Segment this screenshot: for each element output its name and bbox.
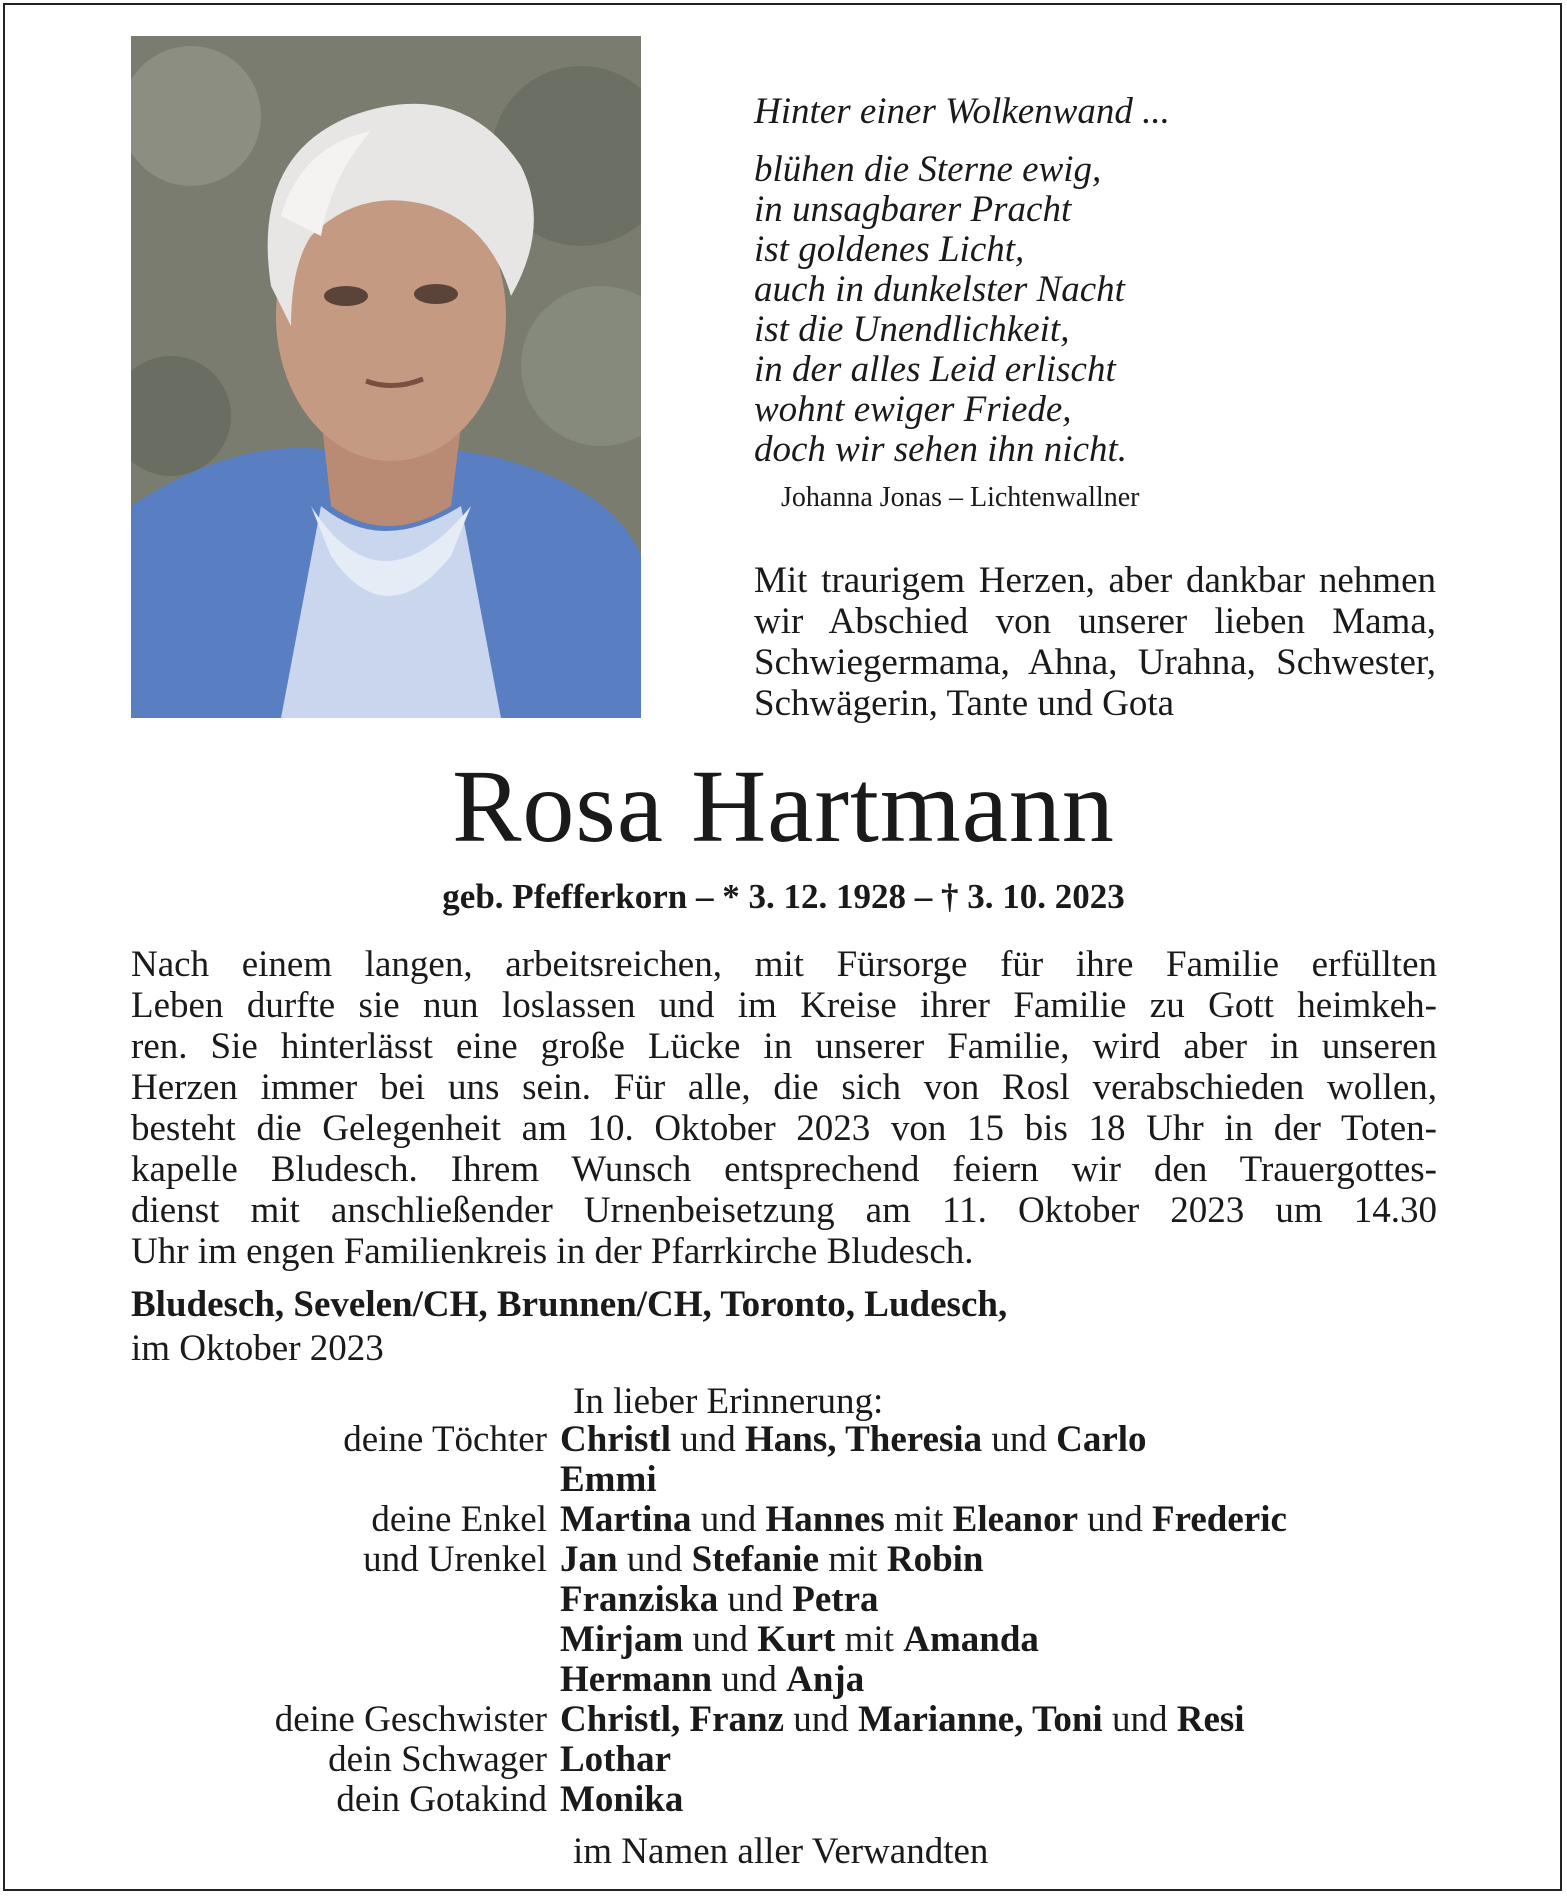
deceased-name: Rosa Hartmann xyxy=(452,749,1115,864)
relative-name: Hans, Theresia xyxy=(745,1419,983,1460)
relative-name: Carlo xyxy=(1056,1419,1147,1460)
relation-label: deine Enkel xyxy=(371,1499,547,1540)
family-list xyxy=(0,1420,1567,1820)
relative-name: Marianne, Toni xyxy=(858,1699,1103,1740)
relative-name: Hannes xyxy=(765,1499,885,1540)
connector: und xyxy=(712,1659,787,1700)
relative-names xyxy=(560,1420,1460,1460)
relative-name: Mirjam xyxy=(560,1619,684,1660)
family-row xyxy=(0,1780,1567,1820)
announcement-line: ren. Sie hinterlässt eine große Lücke in unserer Familie, wird aber in unseren xyxy=(131,1026,1437,1067)
family-row xyxy=(0,1660,1567,1700)
footer-text: im Namen aller Verwandten xyxy=(573,1831,989,1872)
relation-label: dein Schwager xyxy=(328,1739,547,1780)
relation-label: deine Töchter xyxy=(343,1419,547,1460)
relative-name: Jan xyxy=(560,1539,618,1580)
relation-label: deine Geschwister xyxy=(274,1699,547,1740)
birth-death-dates: geb. Pfefferkorn – * 3. 12. 1928 – † 3. 10. 2023 xyxy=(442,877,1125,916)
intro-text: Mit traurigem Herzen, aber dankbar nehmen wir Abschied von unserer lieben Mama, Schwiegermama, Ahna, Urahna, Schwester, Schwägerin, Tante und Gota xyxy=(754,560,1436,724)
announcement-line: dienst mit anschließender Urnenbeisetzung am 11. Oktober 2023 um 14.30 xyxy=(131,1190,1437,1231)
family-row xyxy=(0,1460,1567,1500)
relative-names xyxy=(560,1740,1460,1780)
poem xyxy=(754,92,1170,470)
connector: und xyxy=(617,1539,692,1580)
connector: und xyxy=(671,1419,745,1460)
relative-names xyxy=(560,1700,1460,1740)
relative-name: Franziska xyxy=(560,1579,719,1620)
announcement-line: Herzen immer bei uns sein. Für alle, die sich von Rosl verabschieden wollen, xyxy=(131,1067,1437,1108)
poem-line: in der alles Leid erlischt xyxy=(754,349,1116,390)
relative-names xyxy=(560,1660,1460,1700)
relation-label xyxy=(0,1660,560,1700)
poem-first-line: Hinter einer Wolkenwand ... xyxy=(754,91,1170,132)
connector: und xyxy=(1078,1499,1153,1540)
connector: und xyxy=(691,1499,766,1540)
relation-label xyxy=(0,1620,560,1660)
relative-name: Kurt xyxy=(757,1619,836,1660)
poem-line: ist die Unendlichkeit, xyxy=(754,309,1070,350)
relative-name: Monika xyxy=(560,1779,684,1820)
poem-author: Johanna Jonas – Lichtenwallner xyxy=(781,482,1140,513)
family-row xyxy=(0,1740,1567,1780)
relative-name: Eleanor xyxy=(952,1499,1079,1540)
relative-name: Frederic xyxy=(1152,1499,1287,1540)
connector: und xyxy=(1102,1699,1177,1740)
poem-line: wohnt ewiger Friede, xyxy=(754,389,1072,430)
relative-name: Christl, Franz xyxy=(560,1699,785,1740)
relative-name: Christl xyxy=(560,1419,671,1460)
places-date: im Oktober 2023 xyxy=(131,1328,384,1369)
announcement-line: besteht die Gelegenheit am 10. Oktober 2023 von 15 bis 18 Uhr in der Toten- xyxy=(131,1108,1437,1149)
poem-line: in unsagbarer Pracht xyxy=(754,189,1072,230)
connector: mit xyxy=(819,1539,887,1580)
relative-name: Emmi xyxy=(560,1459,657,1500)
family-row xyxy=(0,1420,1567,1460)
portrait-photo xyxy=(131,36,641,718)
family-row xyxy=(0,1540,1567,1580)
announcement-line: kapelle Bludesch. Ihrem Wunsch entsprechend feiern wir den Trauergottes- xyxy=(131,1149,1437,1190)
poem-line: doch wir sehen ihn nicht. xyxy=(754,429,1128,470)
announcement-line: Leben durfte sie nun loslassen und im Kreise ihrer Familie zu Gott heimkeh- xyxy=(131,985,1437,1026)
connector: und xyxy=(784,1699,859,1740)
relation-label: dein Gotakind xyxy=(336,1779,547,1820)
poem-line: blühen die Sterne ewig, xyxy=(754,149,1102,190)
family-row xyxy=(0,1700,1567,1740)
relative-names xyxy=(560,1500,1460,1540)
relative-names xyxy=(560,1780,1460,1820)
connector: und xyxy=(982,1419,1057,1460)
announcement-line: Nach einem langen, arbeitsreichen, mit Fürsorge für ihre Familie erfüllten xyxy=(131,944,1437,985)
relation-label xyxy=(0,1460,560,1500)
relative-name: Robin xyxy=(886,1539,984,1580)
relative-names xyxy=(560,1620,1460,1660)
relative-names xyxy=(560,1580,1460,1620)
poem-line: ist goldenes Licht, xyxy=(754,229,1025,270)
places: Bludesch, Sevelen/CH, Brunnen/CH, Toronto, Ludesch, xyxy=(131,1284,1008,1325)
family-row xyxy=(0,1500,1567,1540)
connector: und xyxy=(683,1619,758,1660)
announcement-text xyxy=(131,944,1437,1272)
relative-name: Stefanie xyxy=(691,1539,820,1580)
connector: mit xyxy=(884,1499,953,1540)
family-row xyxy=(0,1580,1567,1620)
relative-name: Hermann xyxy=(560,1659,713,1700)
announcement-line: Uhr im engen Familienkreis in der Pfarrkirche Bludesch. xyxy=(131,1231,974,1272)
family-row xyxy=(0,1620,1567,1660)
relative-name: Lothar xyxy=(560,1739,671,1780)
relative-names xyxy=(560,1540,1460,1580)
relative-name: Resi xyxy=(1176,1699,1245,1740)
relative-names xyxy=(560,1460,1460,1500)
relative-name: Anja xyxy=(786,1659,865,1700)
relative-name: Martina xyxy=(560,1499,692,1540)
poem-line: auch in dunkelster Nacht xyxy=(754,269,1125,310)
relative-name: Petra xyxy=(792,1579,879,1620)
relative-name: Amanda xyxy=(903,1619,1039,1660)
connector: mit xyxy=(835,1619,904,1660)
connector: und xyxy=(718,1579,793,1620)
memory-heading: In lieber Erinnerung: xyxy=(573,1381,884,1422)
relation-label: und Urenkel xyxy=(363,1539,547,1580)
relation-label xyxy=(0,1580,560,1620)
